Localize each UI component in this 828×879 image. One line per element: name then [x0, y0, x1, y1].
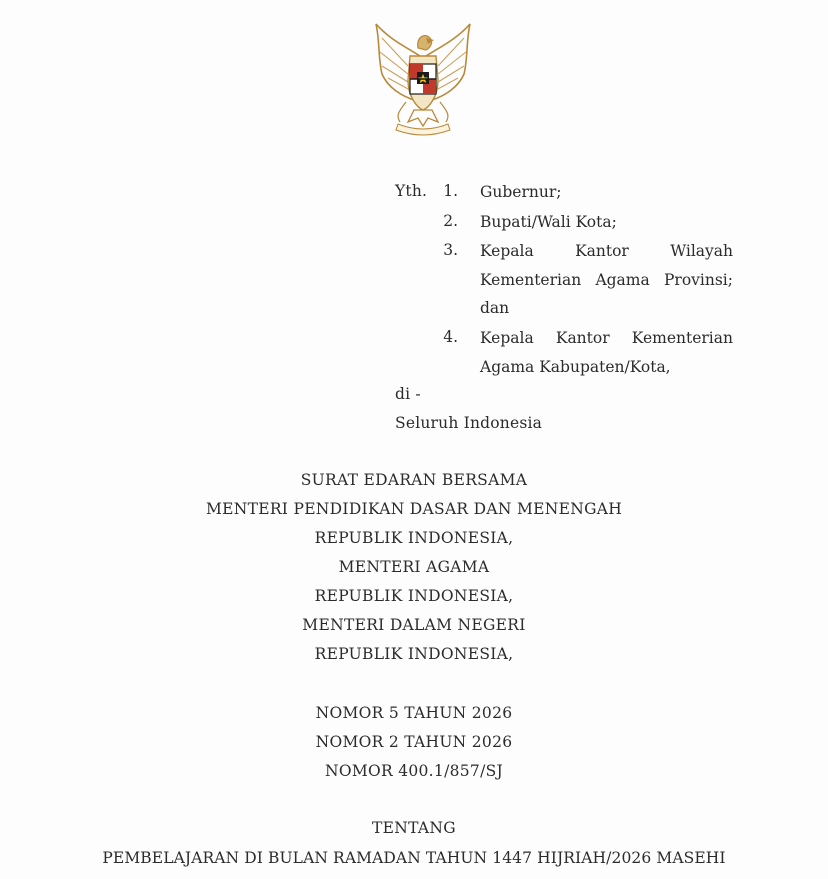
- recipient-number-3: 3.: [443, 241, 458, 259]
- title-line: MENTERI DALAM NEGERI: [302, 616, 526, 634]
- recipient-item-1: [480, 178, 733, 207]
- decree-number: NOMOR 5 TAHUN 2026: [315, 704, 513, 722]
- recipient-line: [480, 266, 733, 295]
- subject-text: PEMBELAJARAN DI BULAN RAMADAN TAHUN 1447 HIJRIAH/2026 MASEHI: [102, 849, 726, 867]
- word: Kepala: [480, 329, 534, 347]
- title-line: REPUBLIK INDONESIA,: [314, 587, 514, 605]
- location: Seluruh Indonesia: [395, 414, 543, 432]
- recipient-prefix: Yth.: [395, 182, 428, 200]
- title-line: SURAT EDARAN BERSAMA: [300, 471, 528, 489]
- word: Kementerian: [631, 329, 733, 347]
- word: Provinsi;: [663, 270, 733, 289]
- recipient-item-2: [480, 208, 733, 237]
- recipient-item-3: [480, 237, 733, 323]
- title-line: REPUBLIK INDONESIA,: [314, 645, 514, 663]
- recipient-line: Gubernur;: [480, 183, 562, 201]
- word: Wilayah: [670, 242, 733, 260]
- decree-number: NOMOR 2 TAHUN 2026: [315, 733, 513, 751]
- recipient-line: [480, 324, 733, 353]
- title-line: MENTERI PENDIDIKAN DASAR DAN MENENGAH: [205, 500, 623, 518]
- recipient-number-1: 1.: [443, 182, 458, 200]
- recipient-number-4: 4.: [443, 328, 458, 346]
- decree-number: NOMOR 400.1/857/SJ: [324, 762, 504, 780]
- recipient-line: [480, 237, 733, 266]
- recipient-line: Bupati/Wali Kota;: [480, 213, 617, 231]
- subject-label: TENTANG: [372, 819, 456, 837]
- word: Kementerian: [480, 270, 582, 289]
- word: Kepala: [480, 242, 534, 260]
- recipient-number-2: 2.: [443, 212, 458, 230]
- location-prefix: di -: [395, 385, 421, 403]
- word: Kantor: [575, 242, 629, 260]
- garuda-pancasila-emblem-icon: [368, 18, 478, 138]
- word: Agama: [595, 270, 650, 289]
- title-line: MENTERI AGAMA: [338, 558, 490, 576]
- recipient-line: dan: [480, 299, 510, 317]
- title-line: REPUBLIK INDONESIA,: [314, 529, 514, 547]
- recipient-line: Agama Kabupaten/Kota,: [480, 357, 671, 376]
- recipient-item-4: [480, 324, 733, 381]
- word: Kantor: [555, 329, 610, 347]
